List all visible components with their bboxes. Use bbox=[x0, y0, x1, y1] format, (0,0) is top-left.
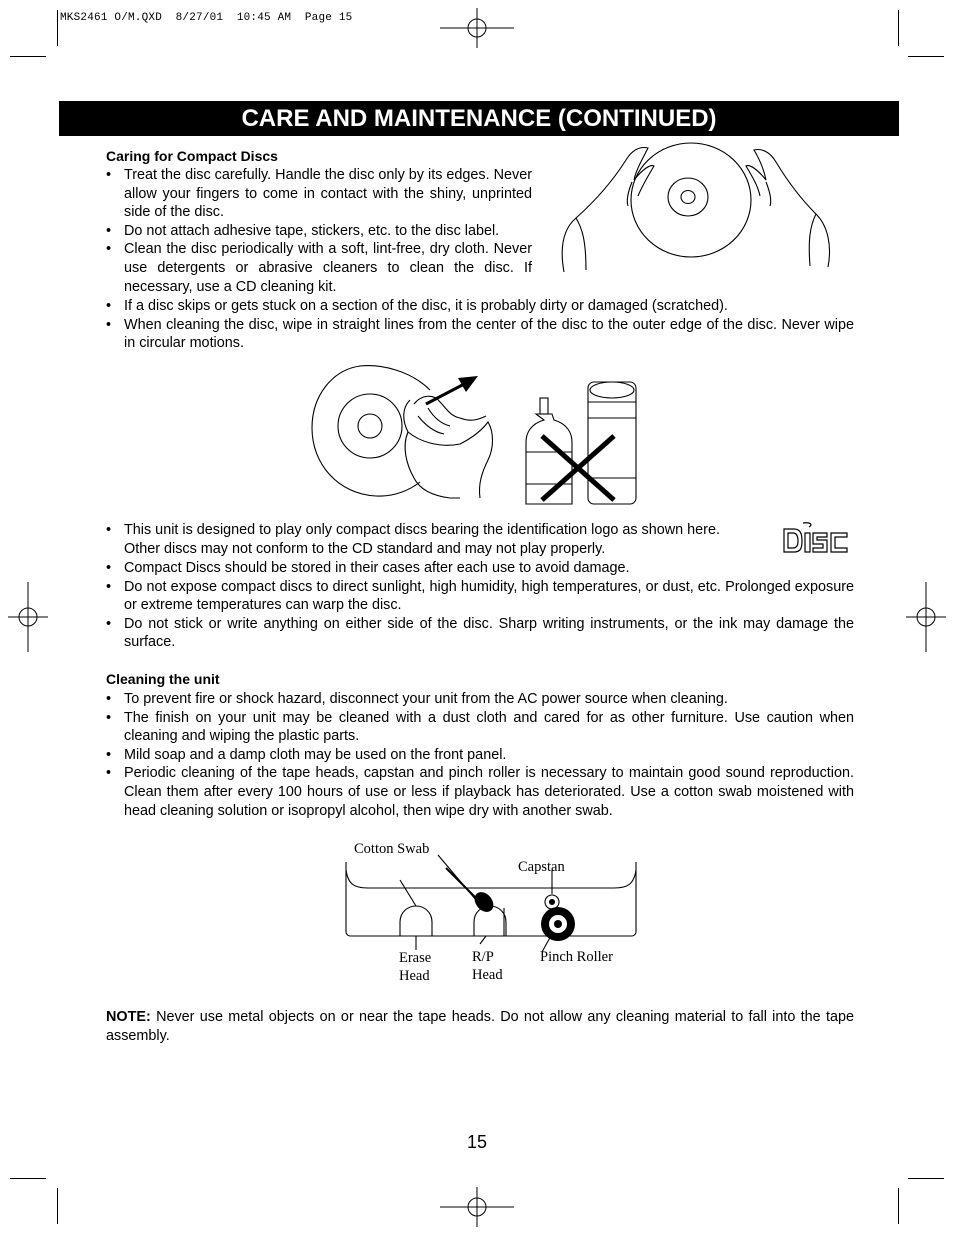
hands-holding-disc-illustration bbox=[556, 142, 836, 282]
list-item: • Treat the disc carefully. Handle the disc only by its edges. Never allow your fingers to come in contact with the shiny, unprinted side of the disc. bbox=[106, 166, 532, 222]
list-item: • Mild soap and a damp cloth may be used on the front panel. bbox=[106, 746, 854, 765]
label-rp-head: R/P Head bbox=[472, 949, 503, 983]
logo-text-line2: Other discs may not conform to the CD standard and may not play properly. bbox=[124, 540, 606, 557]
list-item: • Periodic cleaning of the tape heads, capstan and pinch roller is necessary to maintain good sound reproduction. Clean them after every 100 hours of use or less if playback has deteriorated. Use a cotton swab moistened with head cleaning solution or isopropyl alcohol, then wipe dry with another swab. bbox=[106, 764, 854, 820]
disc-care-list-top bbox=[106, 166, 532, 296]
note-label: NOTE: bbox=[106, 1009, 151, 1025]
disc-cleaning-illustration bbox=[310, 360, 650, 510]
list-item: • Do not attach adhesive tape, stickers, etc. to the disc label. bbox=[106, 222, 532, 241]
disc-care-list-full bbox=[106, 297, 854, 353]
list-item: • To prevent fire or shock hazard, disconnect your unit from the AC power source when cleaning. bbox=[106, 690, 854, 709]
list-item: • If a disc skips or gets stuck on a section of the disc, it is probably dirty or damaged (scratched). bbox=[106, 297, 854, 316]
compact-disc-logo-icon bbox=[781, 521, 853, 553]
note-text: Never use metal objects on or near the tape heads. Do not allow any cleaning material to fall into the tape assembly. bbox=[106, 1009, 854, 1044]
label-erase-head: Erase Head bbox=[399, 950, 432, 984]
unit-cleaning-list bbox=[106, 690, 854, 820]
tape-head-diagram bbox=[342, 860, 642, 940]
disc-logo-item bbox=[106, 521, 854, 558]
note-paragraph bbox=[106, 1008, 854, 1045]
page-number: 15 bbox=[466, 1132, 488, 1152]
logo-text-line1: This unit is designed to play only compact discs bearing the identification logo as shown here. bbox=[124, 522, 720, 538]
page-title-banner: CARE AND MAINTENANCE (CONTINUED) bbox=[59, 101, 899, 136]
list-item: • The finish on your unit may be cleaned with a dust cloth and cared for as other furniture. Use caution when cleaning and wiping the plastic parts. bbox=[106, 709, 854, 746]
list-item: • When cleaning the disc, wipe in straight lines from the center of the disc to the outer edge of the disc. Never wipe in circular motions. bbox=[106, 316, 854, 353]
label-capstan: Capstan bbox=[518, 859, 565, 875]
label-cotton-swab: Cotton Swab bbox=[354, 841, 430, 857]
label-pinch-roller: Pinch Roller bbox=[540, 949, 613, 965]
disc-care-list-after bbox=[106, 559, 854, 652]
list-item: • Do not expose compact discs to direct sunlight, high humidity, high temperatures, or dust, etc. Prolonged exposure or extreme temperatures can warp the disc. bbox=[106, 578, 854, 615]
list-item: • Clean the disc periodically with a soft, lint-free, dry cloth. Never use detergents or abrasive cleaners to clean the disc. If necessary, use a CD cleaning kit. bbox=[106, 240, 532, 296]
printer-slug: MKS2461 O/M.QXD 8/27/01 10:45 AM Page 15 bbox=[60, 12, 353, 24]
list-item bbox=[106, 521, 854, 558]
list-item: • Compact Discs should be stored in their cases after each use to avoid damage. bbox=[106, 559, 854, 578]
section-heading-cleaning-unit: Cleaning the unit bbox=[106, 671, 220, 687]
section-heading-caring-discs: Caring for Compact Discs bbox=[106, 148, 278, 164]
list-item: • Do not stick or write anything on either side of the disc. Sharp writing instruments, or the ink may damage the surface. bbox=[106, 615, 854, 652]
